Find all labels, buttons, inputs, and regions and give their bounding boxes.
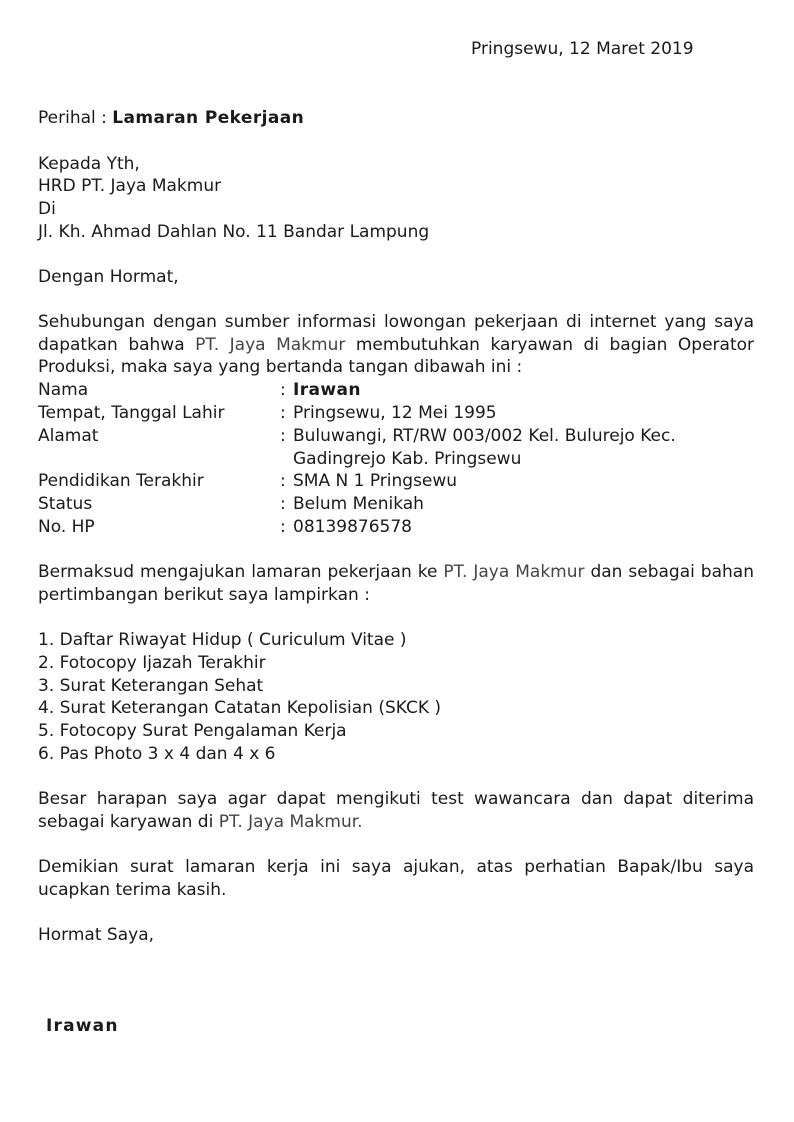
- bio-row-address: [38, 425, 754, 471]
- recipient-line-3: Di: [38, 199, 56, 219]
- bio-value: 08139876578: [293, 517, 412, 537]
- bio-row-birth: [38, 402, 754, 425]
- bio-value: Irawan: [293, 380, 361, 400]
- intro-text-after: membutuhkan karyawan di bagian Operator Produksi, maka saya yang bertanda tangan dibawah ini :: [38, 334, 755, 378]
- bio-colon: :: [280, 403, 286, 423]
- bio-value: SMA N 1 Pringsewu: [293, 471, 458, 491]
- bio-value: Pringsewu, 12 Mei 1995: [293, 403, 497, 423]
- hope-company-name: PT. Jaya Makmur.: [218, 811, 363, 832]
- recipient-line-2: HRD PT. Jaya Makmur: [38, 176, 222, 196]
- attachment-item: 6. Pas Photo 3 x 4 dan 4 x 6: [38, 744, 276, 764]
- greeting: Dengan Hormat,: [38, 267, 179, 287]
- bio-label: Nama: [38, 380, 89, 400]
- signature-name: Irawan: [46, 1016, 119, 1036]
- closing-paragraph: Demikian surat lamaran kerja ini saya ajukan, atas perhatian Bapak/Ibu saya ucapkan terima kasih.: [38, 857, 754, 900]
- signoff: Hormat Saya,: [38, 925, 155, 945]
- bio-label: Pendidikan Terakhir: [38, 471, 204, 491]
- intro-paragraph: [38, 311, 754, 379]
- bio-label: Tempat, Tanggal Lahir: [38, 403, 225, 423]
- attachment-item: 5. Fotocopy Surat Pengalaman Kerja: [38, 721, 347, 741]
- attachment-item: 2. Fotocopy Ijazah Terakhir: [38, 653, 266, 673]
- intro-company-name: PT. Jaya Makmur: [195, 334, 346, 355]
- subject-value: Lamaran Pekerjaan: [112, 108, 305, 128]
- bio-row-name: [38, 379, 754, 402]
- bio-row-status: [38, 493, 754, 516]
- subject-label: Perihal :: [38, 108, 107, 128]
- bio-colon: :: [280, 380, 286, 400]
- attachment-item: 3. Surat Keterangan Sehat: [38, 676, 264, 696]
- bio-value: Belum Menikah: [293, 494, 424, 514]
- hope-paragraph: [38, 788, 754, 833]
- bio-colon: :: [280, 471, 286, 491]
- subject-line: [38, 107, 304, 129]
- bio-colon: :: [280, 494, 286, 514]
- purpose-text-after: dan sebagai bahan pertimbangan berikut saya lampirkan :: [38, 562, 754, 605]
- bio-colon: :: [280, 517, 286, 537]
- attachment-item: 4. Surat Keterangan Catatan Kepolisian (SKCK ): [38, 698, 442, 718]
- bio-colon: :: [280, 426, 286, 446]
- bio-value: Buluwangi, RT/RW 003/002 Kel. Bulurejo Kec. Gadingrejo Kab. Pringsewu: [293, 426, 676, 469]
- bio-label: No. HP: [38, 517, 95, 537]
- purpose-company-name: PT. Jaya Makmur: [443, 562, 585, 582]
- place-date: Pringsewu, 12 Maret 2019: [471, 39, 694, 59]
- purpose-text-before: Bermaksud mengajukan lamaran pekerjaan ke: [38, 562, 444, 582]
- purpose-paragraph: [38, 561, 754, 606]
- attachment-item: 1. Daftar Riwayat Hidup ( Curiculum Vitae ): [38, 630, 407, 650]
- recipient-line-1: Kepada Yth,: [38, 154, 140, 174]
- bio-row-phone: [38, 516, 754, 539]
- bio-label: Status: [38, 494, 93, 514]
- recipient-address: Jl. Kh. Ahmad Dahlan No. 11 Bandar Lampung: [38, 222, 430, 242]
- bio-label: Alamat: [38, 426, 99, 446]
- hope-text: Besar harapan saya agar dapat mengikuti test wawancara dan dapat diterima sebagai karyawan di: [38, 789, 754, 832]
- bio-row-education: [38, 470, 754, 493]
- intro-text-before: Sehubungan dengan sumber informasi lowongan pekerjaan di internet yang saya dapatkan bahwa: [38, 312, 754, 355]
